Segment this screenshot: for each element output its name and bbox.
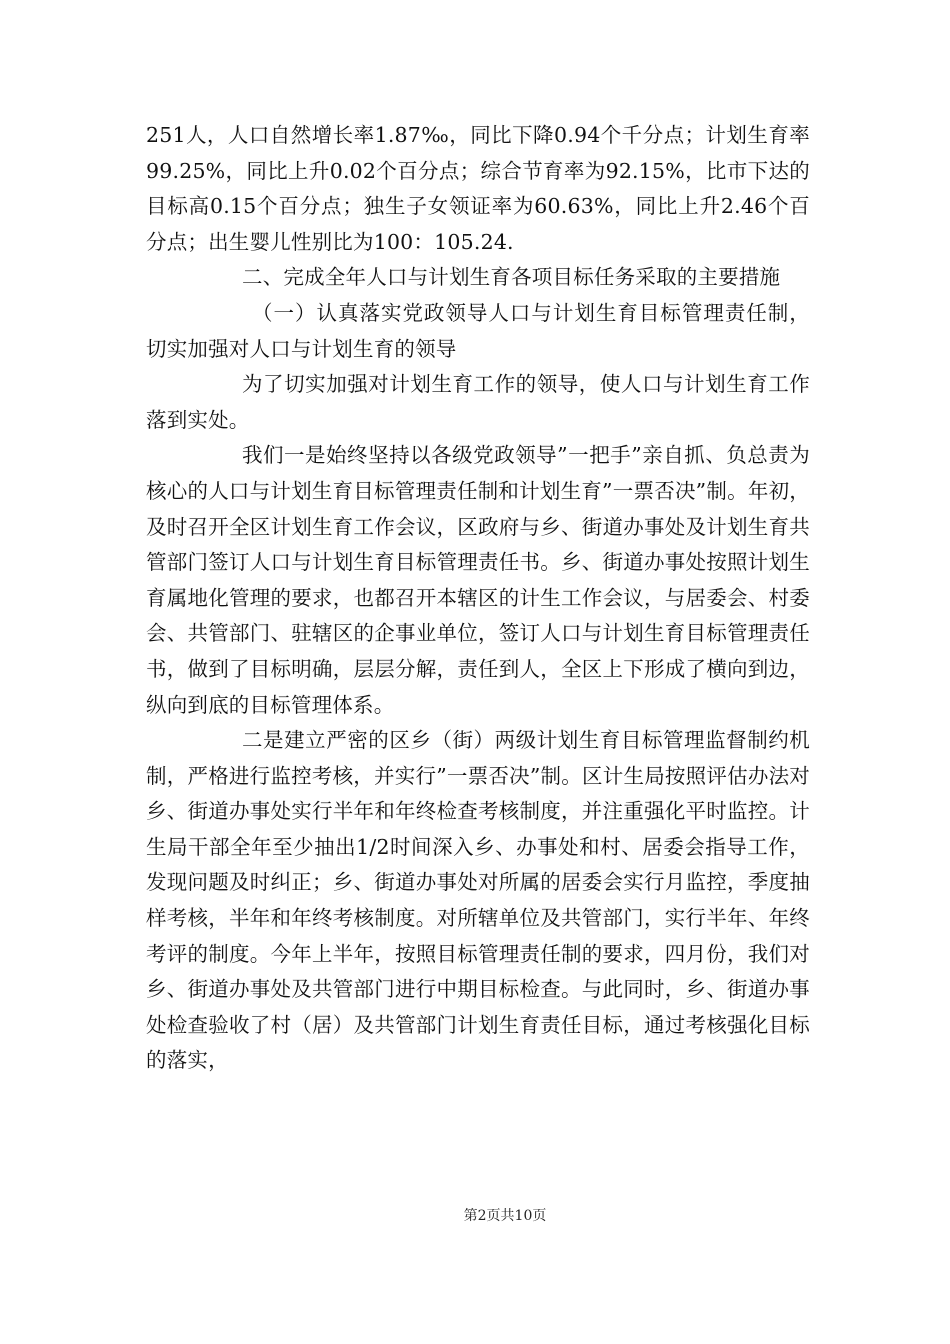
paragraph-intro: 为了切实加强对计划生育工作的领导，使人口与计划生育工作落到实处。: [146, 372, 810, 432]
subsection-heading-responsibility: （一）认真落实党政领导人口与计划生育目标管理责任制，切实加强对人口与计划生育的领导: [146, 300, 810, 361]
paragraph-point-two: 二是建立严密的区乡（街）两级计划生育目标管理监督制约机制，严格进行监控考核，并实行”一票否决”制。区计生局按照评估办法对乡、街道办事处实行半年和年终检查考核制度，并注重强化平时监控。计生局干部全年至少抽出1/2时间深入乡、办事处和村、居委会指导工作，发现问题及时纠正；乡、街道办事处对所属的居委会实行月监控，季度抽样考核，半年和年终考核制度。对所辖单位及共管部门，实行半年、年终考评的制度。今年上半年，按照目标管理责任制的要求，四月份，我们对乡、街道办事处及共管部门进行中期目标检查。与此同时，乡、街道办事处检查验收了村（居）及共管部门计划生育责任目标，通过考核强化目标的落实，: [146, 728, 810, 1073]
document-body: [146, 118, 810, 1079]
section-heading-measures: 二、完成全年人口与计划生育各项目标任务采取的主要措施: [242, 265, 781, 290]
paragraph-point-one: 我们一是始终坚持以各级党政领导”一把手”亲自抓、负总责为核心的人口与计划生育目标管理责任制和计划生育”一票否决”制。年初，及时召开全区计划生育工作会议，区政府与乡、街道办事处及计划生育共管部门签订人口与计划生育目标管理责任书。乡、街道办事处按照计划生育属地化管理的要求，也都召开本辖区的计生工作会议，与居委会、村委会、共管部门、驻辖区的企事业单位，签订人口与计划生育目标管理责任书，做到了目标明确，层层分解，责任到人，全区上下形成了横向到边，纵向到底的目标管理体系。: [146, 443, 810, 717]
page-number-footer: 第2页共10页: [463, 1208, 547, 1224]
paragraph-statistics-continued: 251人，人口自然增长率1.87‰，同比下降0.94个千分点；计划生育率99.25%，同比上升0.02个百分点；综合节育率为92.15%，比市下达的目标高0.15个百分点；独生子女领证率为60.63%，同比上升2.46个百分点；出生婴儿性别比为100：105.24.: [146, 123, 810, 254]
